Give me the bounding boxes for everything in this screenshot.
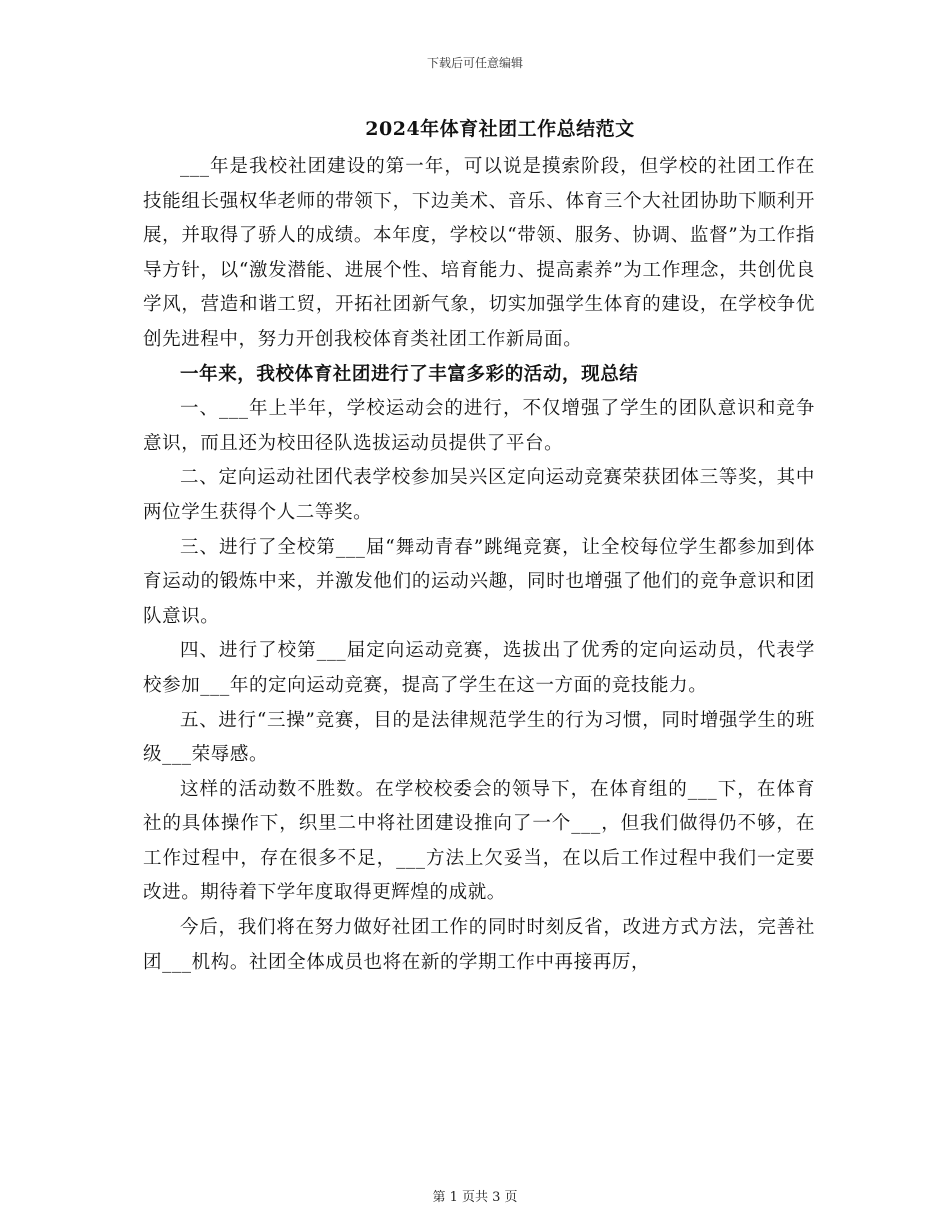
paragraph-item-4: 四、进行了校第___届定向运动竞赛，选拔出了优秀的定向运动员，代表学校参加___年的定向运动竞赛，提高了学生在这一方面的竞技能力。 [143, 640, 815, 696]
paragraph-item-2: 二、定向运动社团代表学校参加吴兴区定向运动竞赛荣获团体三等奖，其中两位学生获得个人二等奖。 [143, 467, 815, 523]
paragraph-item-5: 五、进行“三操”竞赛，目的是法律规范学生的行为习惯，同时增强学生的班级___荣辱感。 [143, 709, 815, 766]
paragraph-conclusion: 这样的活动数不胜数。在学校校委会的领导下，在体育组的___下，在体育社的具体操作下，织里二中将社团建设推向了一个___，但我们做得仍不够，在工作过程中，存在很多不足，___方法上欠妥当，在以后工作过程中我们一定要改进。期待着下学年度取得更辉煌的成就。 [143, 778, 815, 904]
paragraph-intro: ___年是我校社团建设的第一年，可以说是摸索阶段，但学校的社团工作在技能组长强权华老师的带领下，下边美术、音乐、体育三个大社团协助下顺利开展，并取得了骄人的成绩。本年度，学校以“带领、服务、协调、监督”为工作指导方针，以“激发潜能、进展个性、培育能力、提高素养”为工作理念，共创优良学风，营造和谐工贸，开拓社团新气象，切实加强学生体育的建设，在学校争优创先进程中，努力开创我校体育类社团工作新局面。 [143, 156, 815, 350]
page-footer: 第 1 页共 3 页 [432, 1190, 518, 1205]
document-body [143, 150, 815, 980]
document-title: 2024年体育社团工作总结范文 [365, 118, 635, 140]
paragraph-item-3: 三、进行了全校第___届“舞动青春”跳绳竞赛，让全校每位学生都参加到体育运动的锻炼中来，并激发他们的运动兴趣，同时也增强了他们的竞争意识和团队意识。 [143, 536, 815, 627]
paragraph-summary-heading: 一年来，我校体育社团进行了丰富多彩的活动，现总结 [180, 363, 639, 385]
paragraph-item-1: 一、___年上半年，学校运动会的进行，不仅增强了学生的团队意识和竞争意识，而且还为校田径队选拔运动员提供了平台。 [143, 398, 815, 454]
header-note: 下载后可任意编辑 [426, 56, 523, 70]
paragraph-outlook: 今后，我们将在努力做好社团工作的同时时刻反省，改进方式方法，完善社团___机构。社团全体成员也将在新的学期工作中再接再厉， [143, 917, 815, 973]
